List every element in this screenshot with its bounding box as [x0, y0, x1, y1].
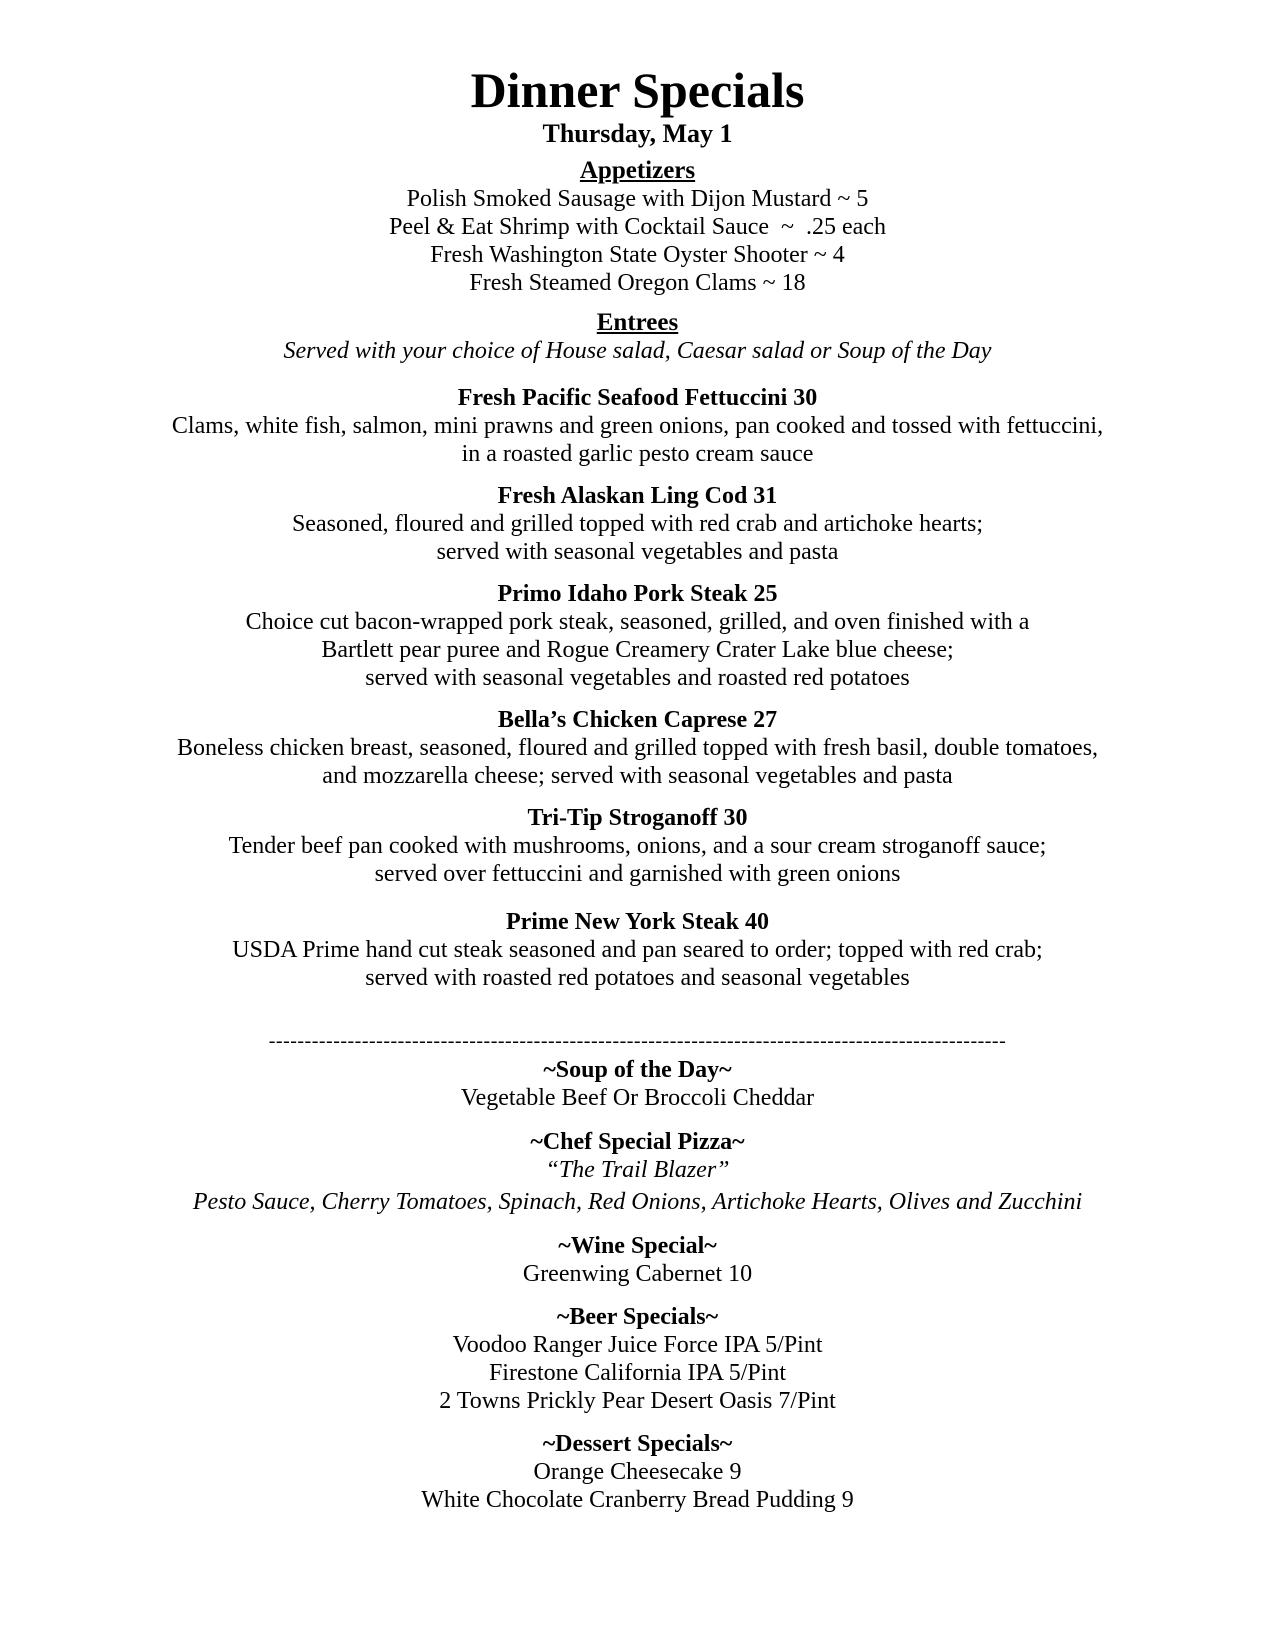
appetizer-item: Peel & Eat Shrimp with Cocktail Sauce ~ .25 each	[389, 214, 886, 240]
entree-new-york-steak	[0, 908, 1275, 992]
pizza-name: “The Trail Blazer”	[545, 1157, 730, 1183]
pizza-section	[0, 1128, 1275, 1216]
dessert-heading: ~Dessert Specials~	[542, 1431, 733, 1457]
pizza-heading: ~Chef Special Pizza~	[530, 1129, 745, 1155]
entree-description: served with seasonal vegetables and roasted red potatoes	[365, 665, 910, 691]
entree-pork-steak	[0, 580, 1275, 692]
entrees-heading: Entrees	[596, 309, 679, 336]
beer-item: 2 Towns Prickly Pear Desert Oasis 7/Pint	[439, 1388, 836, 1414]
entree-description: USDA Prime hand cut steak seasoned and pan seared to order; topped with red crab;	[232, 937, 1043, 963]
entree-description: served with seasonal vegetables and pasta	[436, 539, 839, 565]
soup-heading: ~Soup of the Day~	[543, 1057, 732, 1083]
page-title: Dinner Specials	[470, 62, 805, 118]
entree-name: Prime New York Steak 40	[505, 909, 770, 935]
dessert-section	[0, 1430, 1275, 1514]
wine-section	[0, 1232, 1275, 1288]
entree-description: Clams, white fish, salmon, mini prawns and green onions, pan cooked and tossed with fettuccini,	[171, 413, 1104, 439]
entree-stroganoff	[0, 804, 1275, 888]
wine-heading: ~Wine Special~	[558, 1233, 717, 1259]
entrees-note: Served with your choice of House salad, Caesar salad or Soup of the Day	[283, 338, 992, 364]
beer-section	[0, 1303, 1275, 1415]
soup-section	[0, 1056, 1275, 1112]
entrees-section	[0, 308, 1275, 365]
entree-description: Seasoned, floured and grilled topped with red crab and artichoke hearts;	[291, 511, 984, 537]
beer-item: Firestone California IPA 5/Pint	[488, 1360, 787, 1386]
appetizers-heading: Appetizers	[579, 157, 696, 184]
appetizer-item: Fresh Steamed Oregon Clams ~ 18	[469, 270, 806, 296]
entree-description: Tender beef pan cooked with mushrooms, onions, and a sour cream stroganoff sauce;	[228, 833, 1047, 859]
entree-chicken-caprese	[0, 706, 1275, 790]
soup-item: Vegetable Beef Or Broccoli Cheddar	[460, 1085, 815, 1111]
appetizer-item: Fresh Washington State Oyster Shooter ~ 4	[430, 242, 845, 268]
appetizer-item: Polish Smoked Sausage with Dijon Mustard ~ 5	[406, 186, 869, 212]
entree-seafood-fettuccini	[0, 384, 1275, 468]
entree-name: Tri-Tip Stroganoff 30	[527, 805, 748, 831]
pizza-toppings: Pesto Sauce, Cherry Tomatoes, Spinach, Red Onions, Artichoke Hearts, Olives and Zucchini	[192, 1189, 1083, 1215]
dessert-item: Orange Cheesecake 9	[533, 1459, 742, 1485]
entree-name: Bella’s Chicken Caprese 27	[497, 707, 778, 733]
entree-description: Choice cut bacon-wrapped pork steak, seasoned, grilled, and oven finished with a	[245, 609, 1030, 635]
beer-heading: ~Beer Specials~	[556, 1304, 719, 1330]
entree-description: and mozzarella cheese; served with seasonal vegetables and pasta	[322, 763, 953, 789]
section-divider: -------------------------------------------------------------------------------------------------------	[268, 1030, 1007, 1052]
menu-date: Thursday, May 1	[542, 119, 733, 148]
dessert-item: White Chocolate Cranberry Bread Pudding 9	[421, 1487, 854, 1513]
entree-description: in a roasted garlic pesto cream sauce	[461, 441, 814, 467]
entree-ling-cod	[0, 482, 1275, 566]
beer-item: Voodoo Ranger Juice Force IPA 5/Pint	[452, 1332, 823, 1358]
appetizers-section	[0, 156, 1275, 297]
entree-description: served with roasted red potatoes and seasonal vegetables	[365, 965, 910, 991]
entree-description: Boneless chicken breast, seasoned, floured and grilled topped with fresh basil, double tomatoes,	[176, 735, 1099, 761]
entree-name: Fresh Pacific Seafood Fettuccini 30	[457, 385, 818, 411]
entree-name: Fresh Alaskan Ling Cod 31	[497, 483, 778, 509]
entree-description: Bartlett pear puree and Rogue Creamery Crater Lake blue cheese;	[321, 637, 954, 663]
entree-description: served over fettuccini and garnished with green onions	[374, 861, 901, 887]
wine-item: Greenwing Cabernet 10	[522, 1261, 753, 1287]
entree-name: Primo Idaho Pork Steak 25	[497, 581, 778, 607]
